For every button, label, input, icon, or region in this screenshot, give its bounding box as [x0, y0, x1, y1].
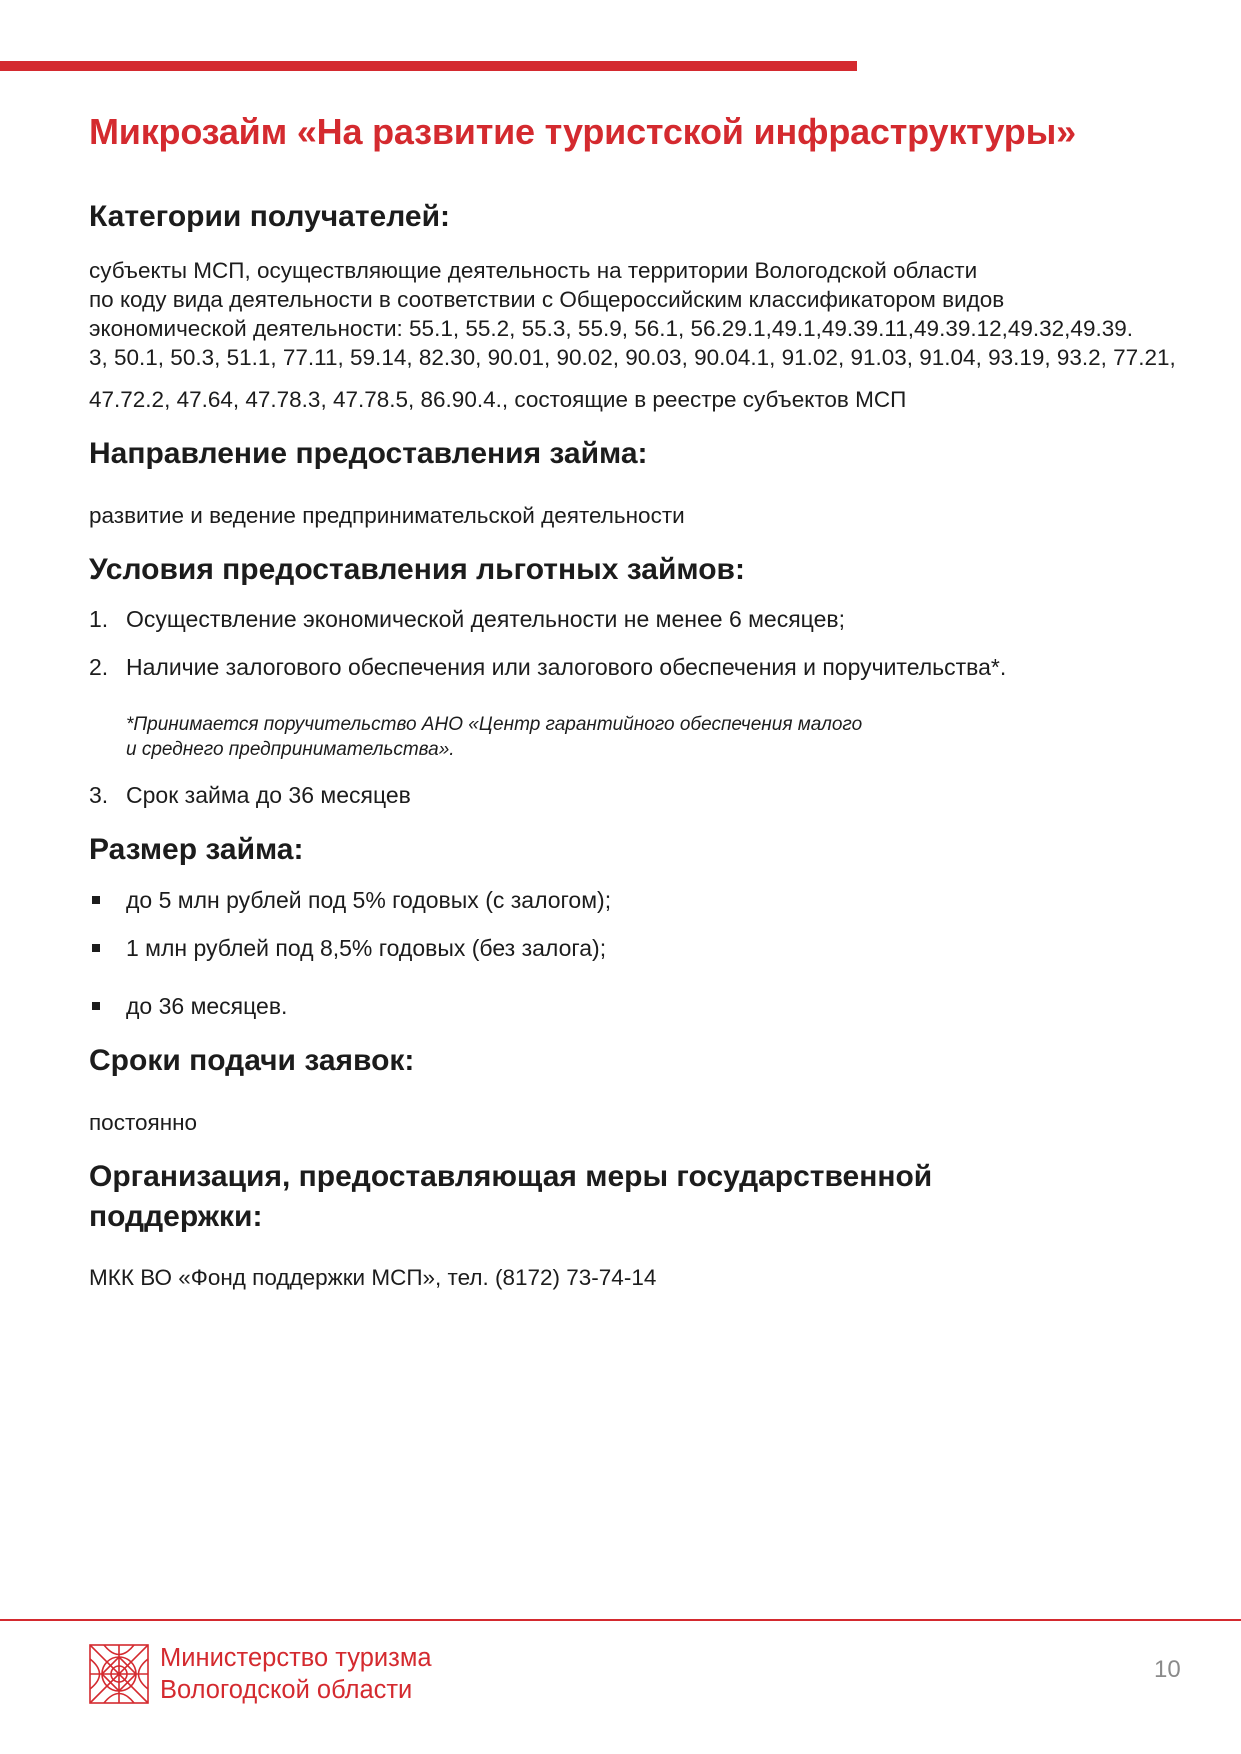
recipients-line-5: 47.72.2, 47.64, 47.78.3, 47.78.5, 86.90.4., состоящие в реестре субъектов МСП	[89, 387, 907, 412]
item-number: 2.	[89, 654, 109, 680]
direction-text: развитие и ведение предпринимательской деятельности	[89, 503, 685, 528]
direction-heading: Направление предоставления займа:	[89, 437, 648, 470]
footer-divider	[0, 1619, 1241, 1621]
deadlines-text: постоянно	[89, 1110, 198, 1135]
top-accent-bar	[0, 61, 857, 71]
item-text: до 5 млн рублей под 5% годовых (с залогом);	[126, 887, 612, 913]
size-heading: Размер займа:	[89, 833, 304, 866]
recipients-line-4: 3, 50.1, 50.3, 51.1, 77.11, 59.14, 82.30, 90.01, 90.02, 90.03, 90.04.1, 91.02, 91.03, 91.04, 93.19, 93.2, 77.21,	[89, 345, 1176, 370]
item-text: 1 млн рублей под 8,5% годовых (без залога);	[126, 935, 607, 961]
item-number: 3.	[89, 782, 109, 808]
item-number: 1.	[89, 606, 109, 632]
conditions-heading: Условия предоставления льготных займов:	[89, 553, 745, 586]
page-number: 10	[1154, 1656, 1181, 1683]
item-text: Наличие залогового обеспечения или залогового обеспечения и поручительства*.	[126, 654, 1007, 680]
recipients-line-3: экономической деятельности: 55.1, 55.2, 55.3, 55.9, 56.1, 56.29.1,49.1,49.39.11,49.39.12,49.32,49.39.	[89, 316, 1133, 341]
recipients-heading: Категории получателей:	[89, 200, 451, 233]
guarantee-note-line-2: и среднего предпринимательства».	[126, 739, 455, 760]
organization-text: МКК ВО «Фонд поддержки МСП», тел. (8172) 73-74-14	[89, 1265, 657, 1290]
guarantee-note-line-1: *Принимается поручительство АНО «Центр гарантийного обеспечения малого	[126, 714, 863, 735]
organization-heading-line-2: поддержки:	[89, 1200, 263, 1233]
organization-heading-line-1: Организация, предоставляющая меры государственной	[89, 1160, 933, 1193]
recipients-line-2: по коду вида деятельности в соответствии с Общероссийским классификатором видов	[89, 287, 1005, 312]
footer-org-line-2: Вологодской области	[160, 1676, 413, 1704]
square-bullet-icon	[92, 944, 100, 952]
square-bullet-icon	[92, 896, 100, 904]
ministry-logo-icon	[89, 1644, 149, 1704]
page-title: Микрозайм «На развитие туристской инфраструктуры»	[89, 111, 1076, 152]
item-text: до 36 месяцев.	[126, 993, 288, 1019]
square-bullet-icon	[92, 1002, 100, 1010]
footer-organization	[160, 1642, 432, 1706]
recipients-line-1: субъекты МСП, осуществляющие деятельность на территории Вологодской области	[89, 258, 978, 283]
item-text: Осуществление экономической деятельности не менее 6 месяцев;	[126, 606, 845, 632]
deadlines-heading: Сроки подачи заявок:	[89, 1044, 415, 1077]
item-text: Срок займа до 36 месяцев	[126, 782, 411, 808]
footer-org-line-1: Министерство туризма	[160, 1644, 432, 1672]
